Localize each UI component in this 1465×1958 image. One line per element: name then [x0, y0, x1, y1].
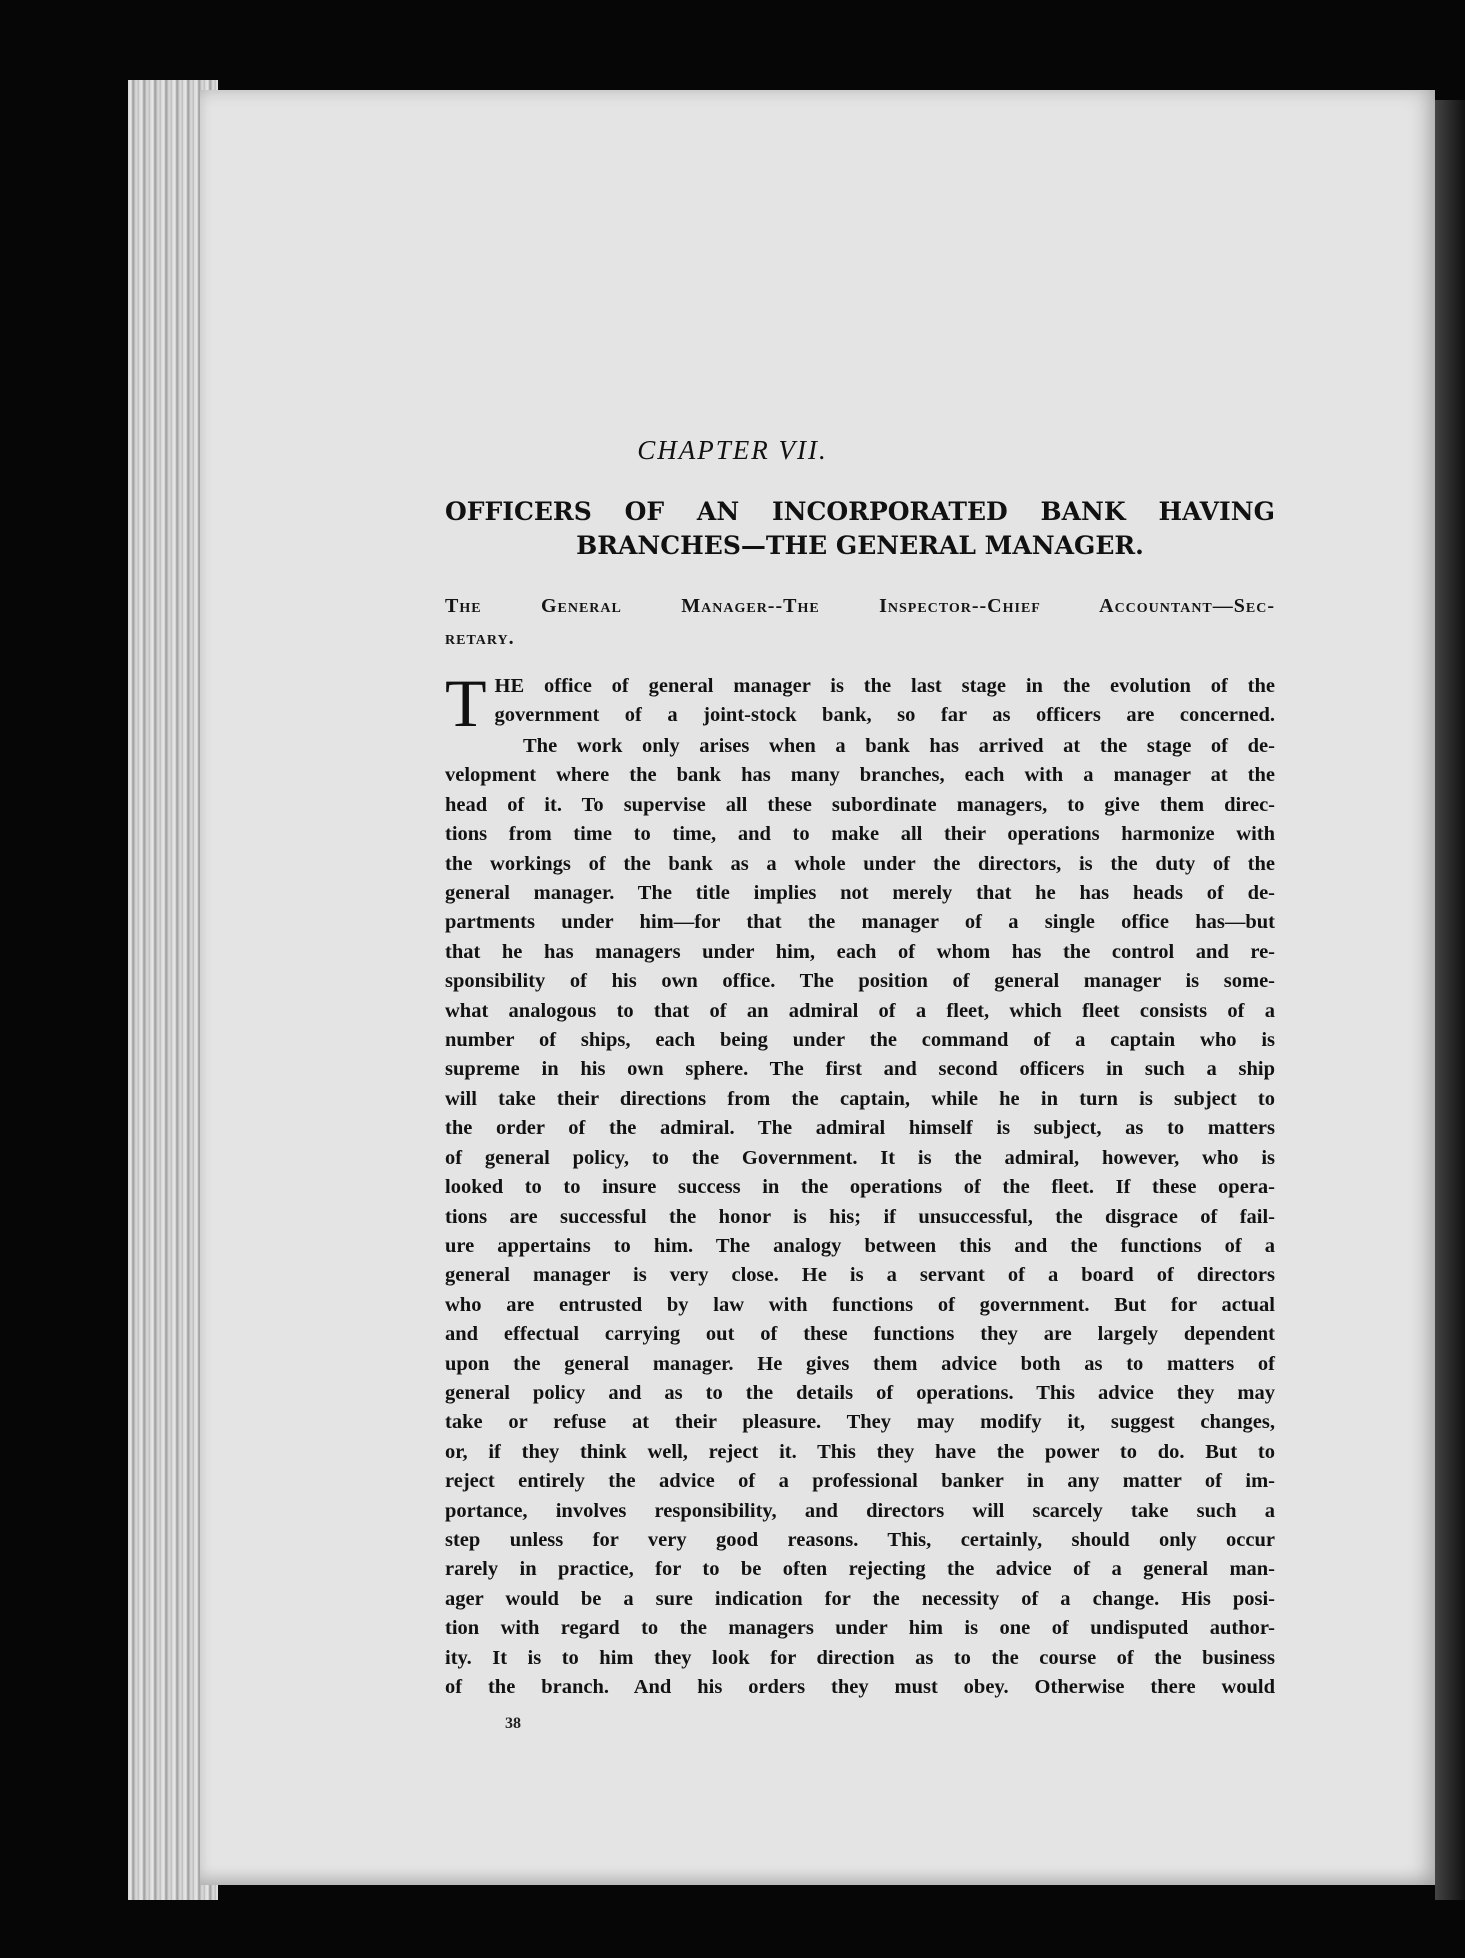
paragraph-line: general policy and as to the details of operations. This advice they may	[445, 1381, 1275, 1404]
title-word: BANK	[1040, 497, 1126, 526]
page-number: 38	[505, 1715, 521, 1732]
paragraph-line: ure appertains to him. The analogy between this and the functions of a	[445, 1234, 1275, 1257]
paragraph-line: what analogous to that of an admiral of a fleet, which fleet consists of a	[445, 999, 1275, 1022]
paragraph-line: tions from time to time, and to make all their operations harmonize with	[445, 823, 1275, 846]
paragraph-line: or, if they think well, reject it. This they have the power to do. But to	[445, 1440, 1275, 1463]
paragraph-line: and effectual carrying out of these functions they are largely dependent	[445, 1323, 1275, 1346]
title-word: INCORPORATED	[771, 497, 1008, 526]
title-word: HAVING	[1158, 497, 1275, 526]
synopsis-line: retary.	[445, 627, 515, 649]
chapter-title-line-2: BRANCHES—THE GENERAL MANAGER.	[576, 531, 1144, 560]
paragraph-line: general manager. The title implies not merely that he has heads of de-	[445, 882, 1275, 905]
paragraph-line: upon the general manager. He gives them advice both as to matters of	[445, 1352, 1275, 1375]
paragraph-line: number of ships, each being under the command of a captain who is	[445, 1029, 1275, 1052]
paragraph-line: take or refuse at their pleasure. They may modify it, suggest changes,	[445, 1411, 1275, 1434]
paragraph-line: rarely in practice, for to be often rejecting the advice of a general man-	[445, 1558, 1275, 1581]
paragraph-line: The work only arises when a bank has arrived at the stage of de-	[523, 735, 1275, 757]
paragraph-line: of the branch. And his orders they must obey. Otherwise there would	[445, 1676, 1275, 1698]
chapter-title	[445, 495, 1275, 563]
paragraph-line: tions are successful the honor is his; if unsuccessful, the disgrace of fail-	[445, 1205, 1275, 1228]
body-text	[445, 665, 1275, 1702]
paragraph-line: partments under him—for that the manager of a single office has—but	[445, 911, 1275, 934]
paragraph-line: step unless for very good reasons. This, certainly, should only occur	[445, 1528, 1275, 1551]
chapter-number: CHAPTER VII.	[637, 435, 828, 465]
paragraph-line: government of a joint-stock bank, so far as officers are concerned.	[494, 704, 1275, 727]
synopsis-line: The General Manager--The Inspector--Chief Accountant—Sec-	[445, 595, 1275, 617]
paragraph-line: velopment where the bank has many branches, each with a manager at the	[445, 764, 1275, 787]
chapter-title-line-1	[445, 495, 1275, 529]
paragraph-line: looked to to insure success in the operations of the fleet. If these opera-	[445, 1176, 1275, 1199]
paragraph-line: portance, involves responsibility, and directors will scarcely take such a	[445, 1499, 1275, 1522]
title-word: AN	[696, 497, 740, 526]
paragraph-line: the workings of the bank as a whole under the directors, is the duty of the	[445, 852, 1275, 875]
paragraph-line: HE office of general manager is the last stage in the evolution of the	[494, 675, 1275, 697]
page-gutter-shadow	[1435, 100, 1465, 1900]
paragraph-line: tion with regard to the managers under him is one of undisputed author-	[445, 1617, 1275, 1640]
paragraph-line: of general policy, to the Government. It is the admiral, however, who is	[445, 1146, 1275, 1169]
paragraph-line: who are entrusted by law with functions of government. But for actual	[445, 1293, 1275, 1316]
paragraph-line: supreme in his own sphere. The first and second officers in such a ship	[445, 1058, 1275, 1081]
paragraph-line: general manager is very close. He is a servant of a board of directors	[445, 1264, 1275, 1287]
drop-cap: T	[445, 665, 487, 741]
paragraph-lines	[445, 732, 1275, 1702]
paragraph-line: will take their directions from the captain, while he in turn is subject to	[445, 1087, 1275, 1110]
title-word: OF	[624, 497, 665, 526]
chapter-synopsis	[445, 590, 1275, 654]
paragraph-line: ager would be a sure indication for the necessity of a change. His posi-	[445, 1587, 1275, 1610]
paragraph-line: that he has managers under him, each of whom has the control and re-	[445, 940, 1275, 963]
paragraph-line: sponsibility of his own office. The position of general manager is some-	[445, 970, 1275, 993]
paragraph-line: the order of the admiral. The admiral himself is subject, as to matters	[445, 1117, 1275, 1140]
paragraph-line: head of it. To supervise all these subordinate managers, to give them direc-	[445, 793, 1275, 816]
paragraph-line: ity. It is to him they look for direction as to the course of the business	[445, 1646, 1275, 1669]
title-word: OFFICERS	[445, 497, 592, 526]
paragraph-line: reject entirely the advice of a professional banker in any matter of im-	[445, 1470, 1275, 1493]
